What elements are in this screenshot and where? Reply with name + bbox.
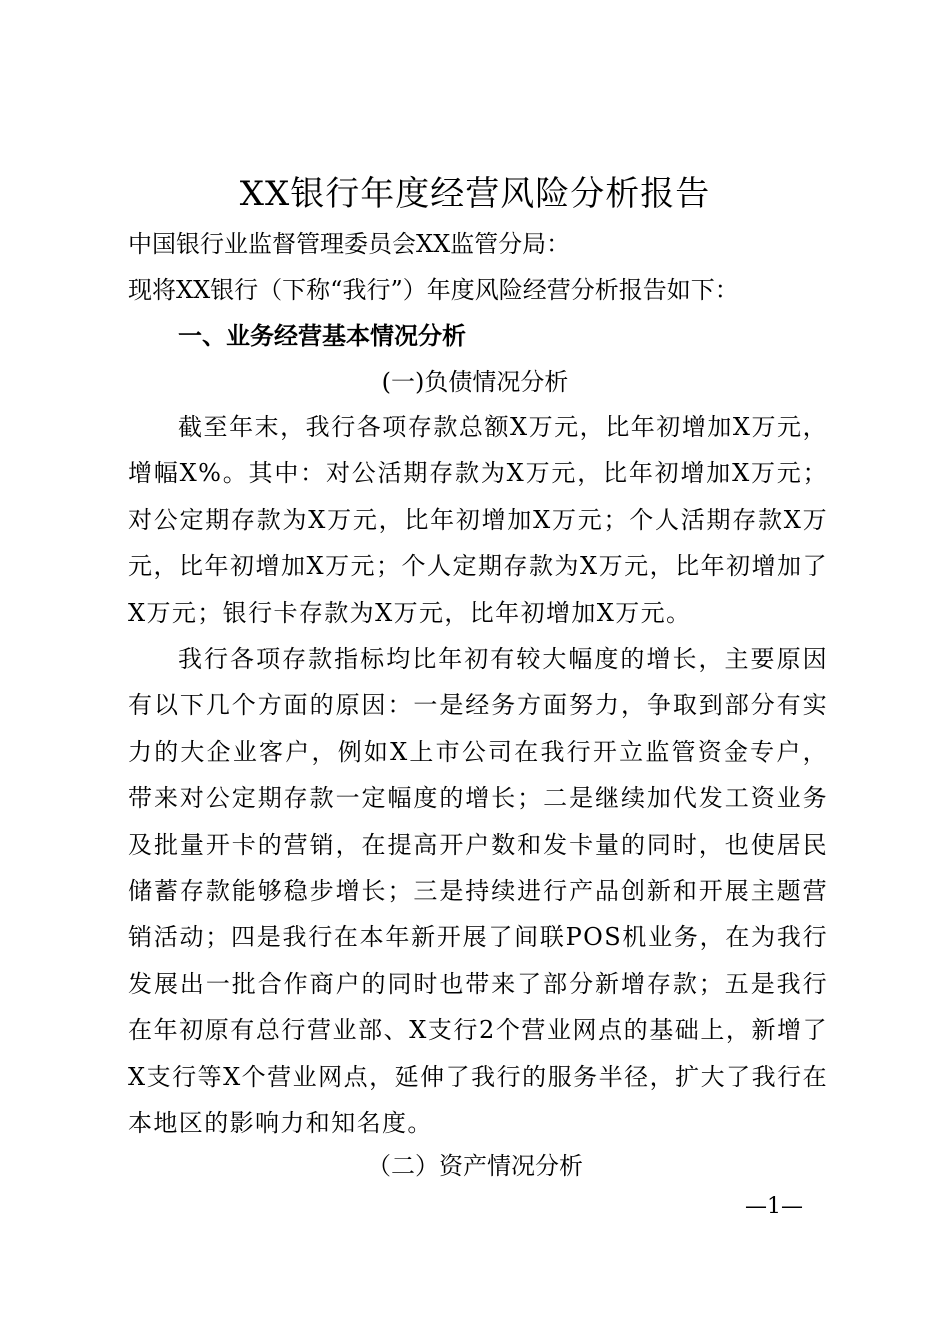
paragraph-deposits: 截至年末，我行各项存款总额X万元，比年初增加X万元，增幅X%。其中：对公活期存款为X万元，比年初增加X万元；对公定期存款为X万元，比年初增加X万元；个人活期存款X万元，比年初增加X万元；个人定期存款为X万元，比年初增加了X万元；银行卡存款为X万元，比年初增加X万元。 — [128, 413, 828, 627]
salutation: 中国银行业监督管理委员会XX监管分局： — [128, 230, 571, 258]
paragraph-deposit-growth-reasons: 我行各项存款指标均比年初有较大幅度的增长，主要原因有以下几个方面的原因：一是经务方面努力，争取到部分有实力的大企业客户，例如X上市公司在我行开立监管资金专户，带来对公定期存款一定幅度的增长；二是继续加代发工资业务及批量开卡的营销，在提高开户数和发卡量的同时，也使居民储蓄存款能够稳步增长；三是持续进行产品创新和开展主题营销活动；四是我行在本年新开展了间联POS机业务，在为我行发展出一批合作商户的同时也带来了部分新增存款；五是我行在年初原有总行营业部、X支行2个营业网点的基础上，新增了X支行等X个营业网点，延伸了我行的服务半径，扩大了我行在本地区的影响力和知名度。 — [128, 645, 828, 1138]
subsection-heading-assets: （二）资产情况分析 — [367, 1152, 583, 1180]
page-number: —1— — [745, 1194, 803, 1219]
subsection-heading-liabilities: (一)负债情况分析 — [381, 368, 569, 396]
intro-line: 现将XX银行（下称“我行”）年度风险经营分析报告如下： — [128, 276, 739, 304]
section-heading-business-overview: 一、业务经营基本情况分析 — [178, 322, 466, 350]
document-title: XX银行年度经营风险分析报告 — [239, 174, 711, 214]
